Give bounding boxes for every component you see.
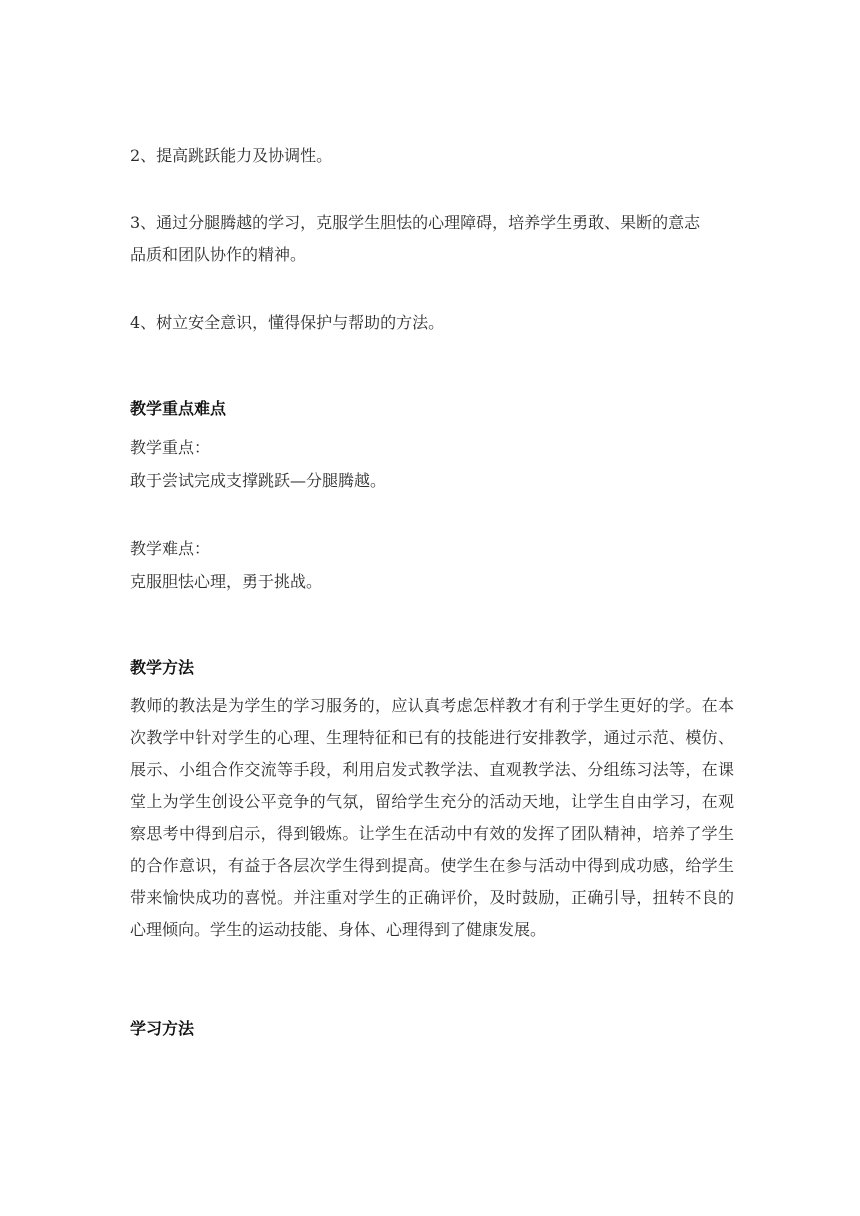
- focus-text: 敢于尝试完成支撑跳跃—分腿腾越。: [130, 471, 387, 490]
- goal-item-2: 2、提高跳跃能力及协调性。: [130, 146, 333, 165]
- key-points-heading: 教学重点难点: [130, 399, 227, 418]
- difficulty-label: 教学难点：: [130, 539, 211, 558]
- focus-label: 教学重点：: [130, 438, 211, 457]
- teaching-method-heading: 教学方法: [130, 658, 195, 677]
- teaching-method-paragraph: 教师的教法是为学生的学习服务的，应认真考虑怎样教才有利于学生更好的学。在本次教学中针对学生的心理、生理特征和已有的技能进行安排教学，通过示范、模仿、展示、小组合作交流等手段，利用启发式教学法、直观教学法、分组练习法等，在课堂上为学生创设公平竞争的气氛，留给学生充分的活动天地，让学生自由学习，在观察思考中得到启示，得到锻炼。让学生在活动中有效的发挥了团队精神，培养了学生的合作意识，有益于各层次学生得到提高。使学生在参与活动中得到成功感，给学生带来愉快成功的喜悦。并注重对学生的正确评价，及时鼓励，正确引导，扭转不良的心理倾向。学生的运动技能、身体、心理得到了健康发展。: [130, 696, 734, 939]
- goal-item-3-line-2: 品质和团队协作的精神。: [130, 245, 307, 264]
- learning-method-heading: 学习方法: [130, 1019, 195, 1038]
- goal-item-3-line-1: 3、通过分腿腾越的学习，克服学生胆怯的心理障碍，培养学生勇敢、果断的意志: [130, 213, 701, 232]
- goal-item-4: 4、树立安全意识，懂得保护与帮助的方法。: [130, 313, 445, 332]
- difficulty-text: 克服胆怯心理，勇于挑战。: [130, 572, 323, 591]
